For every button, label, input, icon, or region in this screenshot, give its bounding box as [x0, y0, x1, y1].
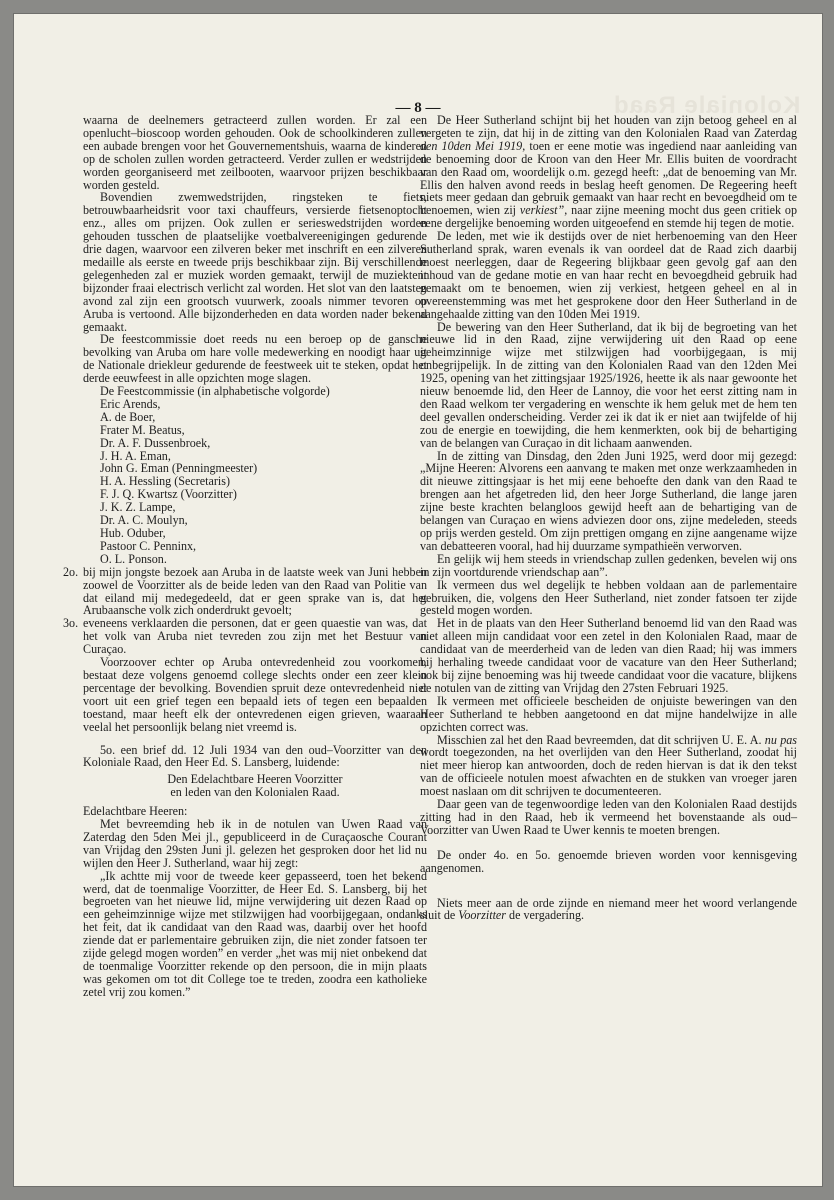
paragraph: waarna de deelnemers getracteerd zullen worden. Er zal een openlucht–bioscoop worden gehouden. Ook de schoolkinderen zullen een aubade brengen voor het Gouvernementshuis, waarna de kinderen op de scholen zullen worden getracteerd. Verder zullen er wedstrijden worden georganiseerd met zeilbooten, waarvoor prijzen beschikbaar worden gesteld. [83, 113, 427, 192]
paragraph: Het in de plaats van den Heer Sutherland benoemd lid van den Raad was niet alleen mijn candidaat voor een zetel in den Kolonialen Raad, maar de candidaat van de meerderheid van de leden van dien Raad; hij was immers bij herhaling tweede candidaat voor de vacature van den Heer Sutherland; ook bij zijne benoeming was hij tweede candidaat voor die vacature, blijkens de notulen van de zitting van Vrijdag den 27sten Februari 1925. [420, 616, 797, 695]
paragraph: De bewering van den Heer Sutherland, dat ik bij de begroeting van het nieuwe lid in den Raad, zijne verwijdering uit den Raad op eene geheimzinnige wijze met stilzwijgen had voorbijgegaan, is mij onbegrijpelijk. In de zitting van den Kolonialen Raad van den 12den Mei 1925, opening van het zittingsjaar 1925/1926, heette ik als naar gewoonte het nieuw benoemde lid, den Heer de Lannoy, die voor het eerst zitting nam in den Raad welkom ter vergadering en wenschte ik hem geluk met de hem ten deel gevallen onderscheiding. Verder zei ik dat ik er niet aan twijfelde of hij zou de energie en toewijding, die hem kenmerkten, ook bij de behartiging van de belangen van Curaçao in dit lichaam aanwenden. [420, 319, 797, 450]
committee-member: Hub. Oduber, [100, 526, 166, 540]
committee-member: Eric Arends, [100, 396, 161, 411]
paragraph: De Heer Sutherland schijnt bij het houden van zijn betoog geheel en al vergeten te zijn, dat hij in de zitting van den Kolonialen Raad van Zaterdag den 10den Mei 1919, toen er eene motie was ingediend naar aanleiding van de benoeming door de Kroon van den Heer Mr. Ellis buiten de voordracht van den Raad om, woordelijk o.m. gezegd heeft: „dat de benoeming van Mr. Ellis den halven avond reeds in beslag heeft genomen. De Regeering heeft niets meer gedaan dan gebruik gemaakt van haar recht en bevoegdheid om te benoemen, wien zij verkiest”, naar zijne meening mocht dus geen critiek op eene dergelijke benoeming worden uitgeoefend en stemde hij tegen de motie. [420, 113, 798, 231]
paragraph: En gelijk wij hem steeds in vriendschap zullen gedenken, bevelen wij ons in zijn voortdurende vriendschap aan”. [420, 551, 797, 579]
italic-word: Voorzitter [458, 908, 507, 923]
committee-member: H. A. Hessling (Secretaris) [100, 474, 230, 489]
committee-member: F. J. Q. Kwartsz (Voorzitter) [100, 487, 237, 502]
paragraph: Voorzoover echter op Aruba ontevredenheid zou voorkomen, bestaat deze volgens genoemd college slechts onder een zeer klein percentage der bevolking. Bovendien spruit deze ontevredenheid niet voort uit een grief tegen een bepaald iets of tegen een bepaalden toestand, maar heeft elk der ontevredenen eigen grieven, waaraan veelal het persoonlijk belang niet vreemd is. [83, 655, 427, 734]
committee-member: A. de Boer, [100, 409, 156, 424]
committee-members-list [83, 398, 427, 566]
paragraph: Met bevreemding heb ik in de notulen van Uwen Raad van Zaterdag den 5den Mei jl., gepubliceerd in de Curaçaosche Courant van Vrijdag den 29sten Juni jl. gelezen het gesproken door het lid nu wijlen den Heer J. Sutherland, waar hij zegt: [83, 817, 427, 870]
item-text: eveneens verklaarden die personen, dat er geen quaestie van was, dat het volk van Aruba niet tevreden zou zijn met het Bestuur van Curaçao. [83, 616, 427, 657]
paragraph: De onder 4o. en 5o. genoemde brieven worden voor kennisgeving aangenomen. [420, 847, 797, 875]
paragraph: Daar geen van de tegenwoordige leden van den Kolonialen Raad destijds zitting had in den Raad, heb ik vermeend het bovenstaande als oud–Voorzitter van Uwen Raad te Uwer kennis te moeten brengen. [420, 797, 797, 837]
quoted-paragraph: „Ik achtte mij voor de tweede keer gepasseerd, toen het bekend werd, dat de toenmalige Voorzitter, de Heer Ed. S. Lansberg, bij het begroeten van het nieuwe lid, mijne verwijdering uit dezen Raad op een geheimzinnige wijze met stilzwijgen had voorbijgegaan, ondanks het feit, dat ik candidaat van den Raad was, daarbij over het hoofd ziende dat er parlementaire gebruiken zijn, die niet zonder fatsoen ter zijde gelegd mogen worden” en verder „het was mij niet onbekend dat de toenmalige Voorzitter rekende op den persoon, die in mijn plaats was gekomen om tot dit College toe te treden, zoodra een katholieke zetel vrij zou komen.” [83, 868, 427, 999]
committee-member: Pastoor C. Penninx, [100, 538, 197, 553]
paragraph: Ik vermeen dus wel degelijk te hebben voldaan aan de parlementaire gebruiken, die, volgens den Heer Sutherland, niet zonder fatsoen ter zijde gesteld mogen worden. [420, 577, 797, 618]
item-number: 2o. [63, 564, 79, 579]
address-line: Den Edelachtbare Heeren Voorzitter [167, 772, 343, 787]
letter-address [83, 773, 427, 799]
committee-heading: De Feestcommissie (in alphabetische volgorde) [100, 384, 330, 399]
letter-salutation: Edelachtbare Heeren: [83, 804, 188, 819]
committee-member: John G. Eman (Penningmeester) [100, 461, 258, 476]
committee-member: Dr. A. C. Moulyn, [100, 513, 188, 528]
committee-member: Dr. A. F. Dussenbroek, [100, 435, 211, 450]
paragraph: Ik vermeen met officieele bescheiden de onjuiste beweringen van den Heer Sutherland te hebben aangetoond en dat mijne handelwijze in alle opzichten correct was. [420, 693, 797, 734]
left-column [63, 113, 427, 999]
paragraph: 5o. een brief dd. 12 Juli 1934 van den oud–Voorzitter van den Koloniale Raad, den Heer Ed. S. Lansberg, luidende: [83, 742, 427, 770]
committee-member: J. H. A. Eman, [100, 448, 171, 463]
paragraph: Misschien zal het den Raad bevreemden, dat dit schrijven U. E. A. nu pas wordt toegezonden, na het overlijden van den Heer Sutherland, zoodat hij niet meer hierop kan antwoorden, doch de reden hiervan is dat ik den tekst van de officieele notulen moest afwachten en de stukken van vroeger jaren moest naslaan om dit schrijven te documenteeren. [420, 732, 797, 799]
paragraph: Bovendien zwemwedstrijden, ringsteken te fiets, betrouwbaarheidsrit voor taxi chauffeurs, versierde fietsenoptocht enz., alles om prijzen. Ook zullen er serieswedstrijden worden gehouden tusschen de plaatselijke voetbalvereenigingen gedurende drie dagen, waarvoor een zilveren beker met inschrift en een zilveren medaille als eerste en tweede prijs beschikbaar zijn. Bij verschillende gelegenheden zal er muziek worden gemaakt, terwijl de muziektent bijzonder fraai electrisch verlicht zal worden. Het slot van den laatsten avond zal zijn een grootsch vuurwerk, zooals nimmer tevoren op Aruba is vertoond. Alle bijzonderheden en data worden nader bekend gemaakt. [83, 190, 427, 334]
bleed-through-title: Koloniale Raad [612, 92, 800, 119]
right-column [420, 114, 797, 922]
paragraph: De feestcommissie doet reeds nu een beroep op de gansche bevolking van Aruba om hare volle medewerking en noodigt haar uit de Nationale driekleur gedurende de feestweek uit te steken, opdat het derde eeuwfeest in alle opzichten moge slagen. [83, 332, 427, 386]
committee-member: Frater M. Beatus, [100, 422, 185, 437]
committee-member: J. K. Z. Lampe, [100, 500, 176, 515]
item-text: bij mijn jongste bezoek aan Aruba in de laatste week van Juni hebben zoowel de Voorzitter als de beide leden van den Raad van Politie van dat eiland mij medegedeeld, dat er geen sprake van is, dat het Arubaansche volk zich onderdrukt gevoelt; [83, 564, 427, 618]
paragraph: De leden, met wie ik destijds over de niet herbenoeming van den Heer Sutherland sprak, waren evenals ik van oordeel dat de Raad zich daarbij moest neerleggen, daar de Regeering blijkbaar geen gevolg gaf aan den inhoud van de gedane motie en van haar recht en bevoegdheid gebruik had gemaakt om te benoemen, wien zij verkiest, hetgeen geheel en al in overeenstemming was met het gesprokene door den Heer Sutherland in de aangehaalde zitting van den 10den Mei 1919. [420, 229, 797, 321]
committee-member: O. L. Ponson. [100, 551, 167, 566]
address-line: en leden van den Kolonialen Raad. [170, 785, 340, 800]
italic-word: nu pas [764, 732, 797, 747]
closing-paragraph: Niets meer aan de orde zijnde en niemand meer het woord verlangende sluit de Voorzitter de vergadering. [420, 895, 797, 923]
italic-date: den 10den Mei 1919 [420, 138, 523, 153]
italic-word: verkiest” [519, 203, 565, 218]
document-page [14, 14, 822, 1186]
paragraph: In de zitting van Dinsdag, den 2den Juni 1925, werd door mij gezegd: „Mijne Heeren: Alvorens een aanvang te maken met onze werkzaamheden in dit nieuwe zittingsjaar is het mij eene behoefte den dank van den Raad te brengen aan het afgetreden lid, den heer Jorge Sutherland, die lange jaren zijne beste krachten belangloos gewijd heeft aan de behartiging van de belangen van Curaçao en wiens adviezen door ons, zijne medeleden, steeds op prijs werden gesteld. Om zijn prettigen omgang en zijne aangename wijze van debatteeren vooral, had hij duurzame sympathieën verworven. [420, 448, 797, 553]
item-number: 3o. [63, 616, 79, 631]
numbered-item [63, 564, 427, 618]
numbered-item [63, 616, 427, 657]
page-number: — 8 — [395, 100, 441, 116]
